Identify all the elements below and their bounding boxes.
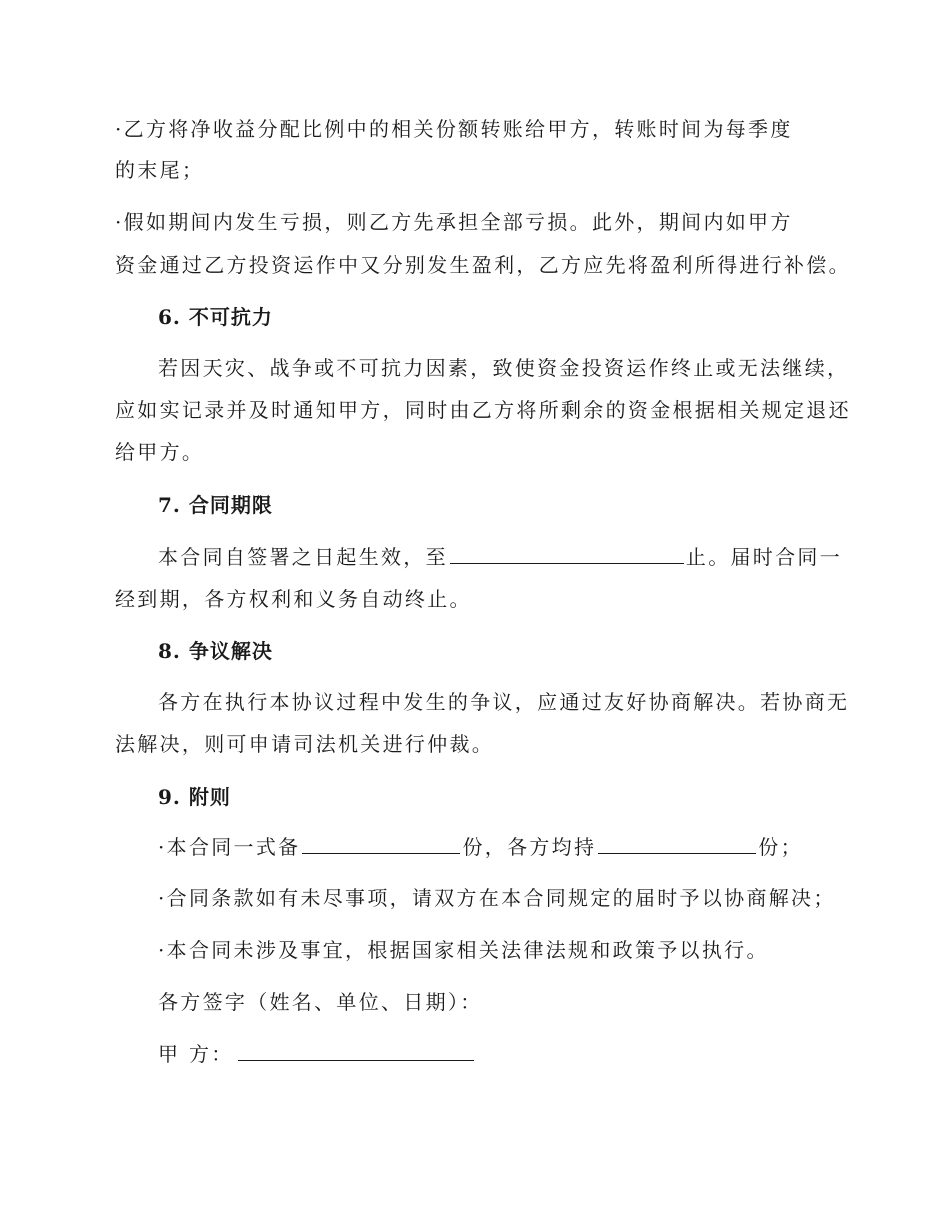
list-item-line: ·合同条款如有未尽事项，请双方在本合同规定的届时予以协商解决； [158, 886, 836, 910]
list-item-line: 的末尾； [115, 158, 205, 182]
copies-end-text: 份； [758, 835, 803, 859]
paragraph-line: 经到期，各方权利和义务自动终止。 [115, 587, 472, 611]
section-heading: 9. 附则 [158, 785, 231, 809]
party-a-line [158, 1042, 878, 1066]
paragraph-line: 各方在执行本协议过程中发生的争议，应通过友好协商解决。若协商无 [158, 690, 850, 714]
list-item-line [158, 835, 878, 859]
section-heading: 7. 合同期限 [158, 493, 273, 517]
paragraph-line: 法解决，则可申请司法机关进行仲裁。 [115, 732, 495, 756]
party-a-label: 甲 方： [158, 1042, 234, 1066]
paragraph-line: 给甲方。 [115, 440, 205, 464]
paragraph-line [158, 545, 878, 569]
paragraph-line: 若因天灾、战争或不可抗力因素，致使资金投资运作终止或无法继续， [158, 356, 850, 380]
section-heading: 8. 争议解决 [158, 639, 273, 663]
total-copies-blank[interactable] [302, 835, 460, 854]
list-item-line: ·本合同未涉及事宜，根据国家相关法律法规和政策予以执行。 [158, 938, 769, 962]
signature-label: 各方签字（姓名、单位、日期）： [158, 990, 483, 1014]
term-text-before: 本合同自签署之日起生效，至 [158, 545, 448, 569]
party-a-signature-blank[interactable] [238, 1042, 474, 1061]
list-item-line: ·乙方将净收益分配比例中的相关份额转账给甲方，转账时间为每季度 [115, 117, 793, 141]
term-text-after: 止。届时合同一 [685, 545, 843, 569]
paragraph-line: 应如实记录并及时通知甲方，同时由乙方将所剩余的资金根据相关规定退还 [115, 398, 851, 422]
copies-each-blank[interactable] [598, 835, 756, 854]
copies-each-text: 份，各方均持 [462, 835, 597, 859]
section-heading: 6. 不可抗力 [158, 305, 273, 329]
list-item-line: ·假如期间内发生亏损，则乙方先承担全部亏损。此外，期间内如甲方 [115, 210, 793, 234]
copies-text: ·本合同一式备 [158, 835, 301, 859]
term-end-date-blank[interactable] [450, 545, 684, 564]
list-item-line: 资金通过乙方投资运作中又分别发生盈利，乙方应先将盈利所得进行补偿。 [115, 253, 851, 277]
